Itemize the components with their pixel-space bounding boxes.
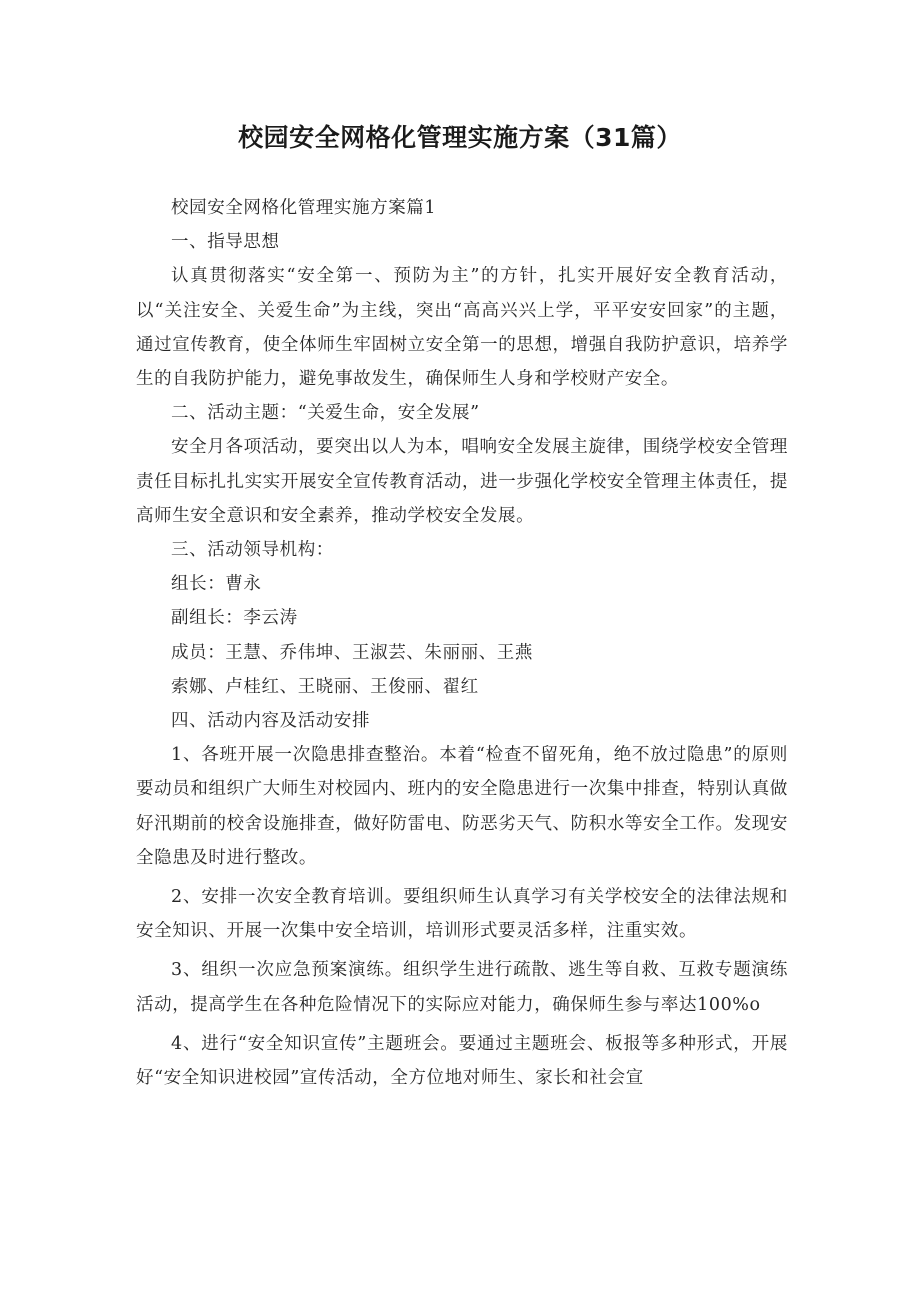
heading-guiding-ideology: 一、指导思想 [171, 232, 280, 253]
document-title: 校园安全网格化管理实施方案（31篇） [238, 123, 682, 152]
document-body [136, 191, 788, 1095]
item-emergency-drill: 3、组织一次应急预案演练。组织学生进行疏散、逃生等自救、互救专题演练活动，提高学生在各种危险情况下的实际应对能力，确保师生参与率达100%o [136, 960, 788, 1015]
paragraph-guiding-ideology: 认真贯彻落实“安全第一、预防为主”的方针，扎实开展好安全教育活动，以“关注安全、关爱生命”为主线，突出“高高兴兴上学，平平安安回家”的主题，通过宣传教育，使全体师生牢固树立安全第一的思想，增强自我防护意识，培养学生的自我防护能力，避免事故发生，确保师生人身和学校财产安全。 [136, 266, 788, 390]
item-safety-training: 2、安排一次安全教育培训。要组织师生认真学习有关学校安全的法律法规和安全知识、开展一次集中安全培训，培训形式要灵活多样，注重实效。 [136, 887, 788, 942]
item-theme-class-meeting: 4、进行“安全知识宣传”主题班会。要通过主题班会、板报等多种形式，开展好“安全知识进校园”宣传活动，全方位地对师生、家长和社会宣 [136, 1033, 788, 1089]
leader-line: 组长：曹永 [171, 574, 262, 595]
members-line: 成员：王慧、乔伟坤、王淑芸、朱丽丽、王燕 [171, 642, 533, 663]
paragraph-activity-theme: 安全月各项活动，要突出以人为本，唱响安全发展主旋律，围绕学校安全管理责任目标扎扎实实开展安全宣传教育活动，进一步强化学校安全管理主体责任，提高师生安全意识和安全素养，推动学校安全发展。 [136, 437, 788, 526]
heading-activity-theme: 二、活动主题：“关爱生命，安全发展” [171, 403, 480, 424]
heading-activity-content: 四、活动内容及活动安排 [171, 711, 371, 732]
item-hazard-inspection: 1、各班开展一次隐患排查整治。本着“检查不留死角，绝不放过隐患”的原则要动员和组织广大师生对校园内、班内的安全隐患进行一次集中排查，特别认真做好汛期前的校舍设施排查，做好防雷电、防恶劣天气、防积水等安全工作。发现安全隐患及时进行整改。 [136, 745, 788, 868]
members-line-continued: 索娜、卢桂红、王晓丽、王俊丽、翟红 [171, 676, 479, 697]
section-heading-article-1: 校园安全网格化管理实施方案篇1 [171, 198, 437, 218]
heading-leadership: 三、活动领导机构： [171, 540, 334, 561]
deputy-leader-line: 副组长：李云涛 [171, 608, 298, 629]
